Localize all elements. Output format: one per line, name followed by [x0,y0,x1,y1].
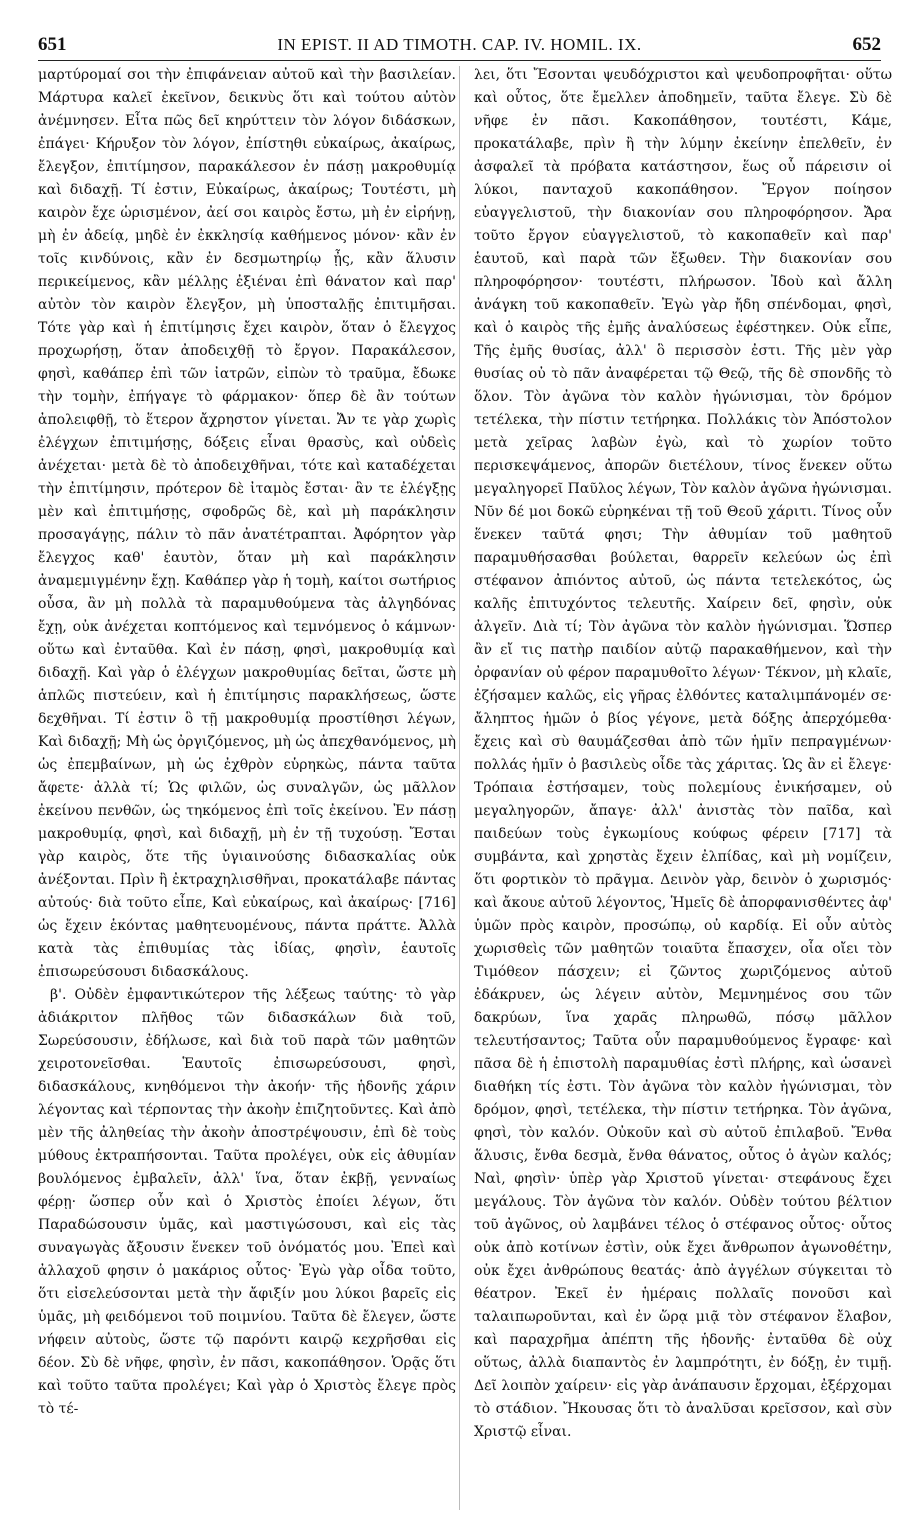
right-paragraph: λει, ὅτι Ἔσονται ψευδόχριστοι καὶ ψευδοπροφῆται· οὕτω καὶ οὗτος, ὅτε ἔμελλεν ἀποδημεῖν, ταῦτα ἔλεγε. Σὺ δὲ νῆφε ἐν πᾶσι. Κακοπάθησον, τουτέστι, Κάμε, προκατάλαβε, πρὶν ἢ τὴν λύμην ἐκείνην ἐπελθεῖν, ἐν ἀσφαλεῖ τὰ πρόβατα κατάστησον, ἕως οὗ πάρεισιν οἱ λύκοι, πανταχοῦ κακοπάθησον. Ἔργον ποίησον εὐαγγελιστοῦ, τὴν διακονίαν σου πληροφόρησον. Ἄρα τοῦτο ἔργον εὐαγγελιστοῦ, τὸ κακοπαθεῖν καὶ παρ' ἑαυτοῦ, καὶ παρὰ τῶν ἔξωθεν. Τὴν διακονίαν σου πληροφόρησον· τουτέστι, πλήρωσον. Ἰδοὺ καὶ ἄλλη ἀνάγκη τοῦ κακοπαθεῖν. Ἐγὼ γὰρ ἤδη σπένδομαι, φησὶ, καὶ ὁ καιρὸς τῆς ἐμῆς ἀναλύσεως ἐφέστηκεν. Οὐκ εἶπε, Τῆς ἐμῆς θυσίας, ἀλλ' ὃ περισσὸν ἐστι. Τῆς μὲν γὰρ θυσίας οὐ τὸ πᾶν ἀναφέρεται τῷ Θεῷ, τῆς δὲ σπονδῆς τὸ ὅλον. Τὸν ἀγῶνα τὸν καλὸν ἠγώνισμαι, τὸν δρόμον τετέλεκα, τὴν πίστιν τετήρηκα. Πολλάκις τὸν Ἀπόστολον μετὰ χεῖρας λαβὼν ἐγὼ, καὶ τὸ χωρίον τοῦτο περισκεψάμενος, ἀπορῶν διετέλουν, τίνος ἕνεκεν οὕτω μεγαληγορεῖ Παῦλος λέγων, Τὸν καλὸν ἀγῶνα ἠγώνισμαι. Νῦν δέ μοι δοκῶ εὑρηκέναι τῇ τοῦ Θεοῦ χάριτι. Τίνος οὖν ἕνεκεν ταῦτά φησι; Τὴν ἀθυμίαν τοῦ μαθητοῦ παραμυθήσασθαι βούλεται, θαρρεῖν κελεύων ὡς ἐπὶ στέφανον ἀπιόντος αὐτοῦ, ὡς πάντα τετελεκότος, ὡς καλῆς ἐπιτυχόντος τελευτῆς. Χαίρειν δεῖ, φησὶν, οὐκ ἀλγεῖν. Διὰ τί; Τὸν ἀγῶνα τὸν καλὸν ἠγώνισμαι. Ὥσπερ ἂν εἴ τις πατὴρ παιδίον αὐτῷ παρακαθήμενον, καὶ τὴν ὀρφανίαν οὐ φέρον παραμυθοῖτο λέγων· Τέκνον, μὴ κλαῖε, ἐζήσαμεν καλῶς, εἰς γῆρας ἐλθόντες καταλιμπάνομέν σε· ἄληπτος ἡμῶν ὁ βίος γέγονε, μετὰ δόξης ἀπερχόμεθα· ἔχεις καὶ σὺ θαυμάζεσθαι ἀπὸ τῶν ἡμῖν πεπραγμένων· πολλάς ἡμῖν ὁ βασιλεὺς οἶδε τὰς χάριτας. Ὡς ἂν εἰ ἔλεγε· Τρόπαια ἐστήσαμεν, τοὺς πολεμίους ἐνικήσαμεν, οὐ μεγαληγορῶν, ἄπαγε· ἀλλ' ἀνιστὰς τὸν παῖδα, καὶ παιδεύων τοὺς ἐγκωμίους κούφως φέρειν [717] τὰ συμβάντα, καὶ χρηστὰς ἔχειν ἐλπίδας, καὶ μὴ νομίζειν, ὅτι φορτικὸν τὸ πρᾶγμα. Δεινὸν γὰρ, δεινὸν ὁ χωρισμός· καὶ ἄκουε αὐτοῦ λέγοντος, Ἡμεῖς δὲ ἀπορφανισθέντες ἀφ' ὑμῶν πρὸς καιρὸν, προσώπῳ, οὐ καρδίᾳ. Εἰ οὖν αὐτὸς χωρισθεὶς τῶν μαθητῶν τοιαῦτα ἔπασχεν, οἷα οἴει τὸν Τιμόθεον πάσχειν; εἰ ζῶντος χωριζόμενος αὐτοῦ ἐδάκρυεν, ὡς λέγειν αὐτὸν, Μεμνημένος σου τῶν δακρύων, ἵνα χαρᾶς πληρωθῶ, πόσῳ μᾶλλον τελευτήσαντος; Ταῦτα οὖν παραμυθούμενος ἔγραφε· καὶ πᾶσα δὲ ἡ ἐπιστολὴ παραμυθίας ἐστὶ πλήρης, καὶ ὡσανεὶ διαθήκη τίς ἐστι. Τὸν ἀγῶνα τὸν καλὸν ἠγώνισμαι, τὸν δρόμον, φησὶ, τετέλεκα, τὴν πίστιν τετήρηκα. Τὸν ἀγῶνα, φησὶ, τὸν καλόν. Οὐκοῦν καὶ σὺ αὐτοῦ ἐπιλαβοῦ. Ἔνθα ἅλυσις, ἔνθα δεσμὰ, ἔνθα θάνατος, οὗτος ὁ ἀγὼν καλός; Ναὶ, φησὶν· ὑπὲρ γὰρ Χριστοῦ γίνεται· στεφάνους ἔχει μεγάλους. Τὸν ἀγῶνα τὸν καλόν. Οὐδὲν τούτου βέλτιον τοῦ ἀγῶνος, οὐ λαμβάνει τέλος ὁ στέφανος οὗτος· οὗτος οὐκ ἀπὸ κοτίνων ἐστὶν, οὐκ ἔχει ἄνθρωπον ἀγωνοθέτην, οὐκ ἔχει ἀνθρώπους θεατάς· ἀπὸ ἀγγέλων σύγκειται τὸ θέατρον. Ἐκεῖ ἐν ἡμέραις πολλαῖς πονοῦσι καὶ ταλαιπωροῦνται, καὶ ἐν ὥρᾳ μιᾷ τὸν στέφανον ἔλαβον, καὶ παραχρῆμα ἀπέπτη τῆς ἡδονῆς· ἐνταῦθα δὲ οὐχ οὕτως, ἀλλὰ διαπαντὸς ἐν λαμπρότητι, ἐν δόξῃ, ἐν τιμῇ. Δεῖ λοιπὸν χαίρειν· εἰς γὰρ ἀνάπαυσιν ἔρχομαι, ἐξέρχομαι τὸ στάδιον. Ἤκουσας ὅτι τὸ ἀναλῦσαι κρεῖσσον, καὶ σὺν Χριστῷ εἶναι. [474,67,892,1440]
right-column [474,64,892,1512]
header-rule [38,60,881,61]
left-page-number: 651 [38,34,67,55]
running-header [38,34,881,58]
right-page-number: 652 [852,34,881,55]
column-divider [459,66,460,1510]
left-paragraph: β'. Οὐδὲν ἐμφαντικώτερον τῆς λέξεως ταύτης· τὸ γὰρ ἀδιάκριτον πλῆθος τῶν διδασκάλων διὰ τοῦ, Σωρεύσουσιν, ἐδήλωσε, καὶ διὰ τοῦ παρὰ τῶν μαθητῶν χειροτονεῖσθαι. Ἑαυτοῖς ἐπισωρεύσουσι, φησὶ, διδασκάλους, κνηθόμενοι τὴν ἀκοήν· τῆς ἡδονῆς χάριν λέγοντας καὶ τέρποντας τὴν ἀκοὴν ἐπιζητοῦντες. Καὶ ἀπὸ μὲν τῆς ἀληθείας τὴν ἀκοὴν ἀποστρέψουσιν, ἐπὶ δὲ τοὺς μύθους ἐκτραπήσονται. Ταῦτα προλέγει, οὐκ εἰς ἀθυμίαν βουλόμενος ἐμβαλεῖν, ἀλλ' ἵνα, ὅταν ἐκβῇ, γενναίως φέρῃ· ὥσπερ οὖν καὶ ὁ Χριστὸς ἐποίει λέγων, ὅτι Παραδώσουσιν ὑμᾶς, καὶ μαστιγώσουσι, καὶ εἰς τὰς συναγωγὰς ἄξουσιν ἕνεκεν τοῦ ὀνόματός μου. Ἐπεὶ καὶ ἀλλαχοῦ φησιν ὁ μακάριος οὗτος· Ἐγὼ γὰρ οἶδα τοῦτο, ὅτι εἰσελεύσονται μετὰ τὴν ἄφιξίν μου λύκοι βαρεῖς εἰς ὑμᾶς, μὴ φειδόμενοι τοῦ ποιμνίου. Ταῦτα δὲ ἔλεγεν, ὥστε νήφειν αὐτοὺς, ὥστε τῷ παρόντι καιρῷ κεχρῆσθαι εἰς δέον. Σὺ δὲ νῆφε, φησὶν, ἐν πᾶσι, κακοπάθησον. Ὁρᾷς ὅτι καὶ τοῦτο ταῦτα προλέγει; Καὶ γὰρ ὁ Χριστὸς ἔλεγε πρὸς τὸ τέ- [38,987,456,1417]
left-column [38,64,456,1512]
running-title: IN EPIST. II AD TIMOTH. CAP. IV. HOMIL. IX. [277,35,642,54]
left-paragraph: μαρτύρομαί σοι τὴν ἐπιφάνειαν αὐτοῦ καὶ τὴν βασιλείαν. Μάρτυρα καλεῖ ἐκεῖνον, δεικνὺς ὅτι καὶ τούτου αὐτὸν ἀνέμνησεν. Εἶτα πῶς δεῖ κηρύττειν τὸν λόγον διδάσκων, ἐπάγει· Κήρυξον τὸν λόγον, ἐπίστηθι εὐκαίρως, ἀκαίρως, ἔλεγξον, ἐπιτίμησον, παρακάλεσον ἐν πάσῃ μακροθυμίᾳ καὶ διδαχῇ. Τί ἐστιν, Εὐκαίρως, ἀκαίρως; Τουτέστι, μὴ καιρὸν ἔχε ὡρισμένον, ἀεί σοι καιρὸς ἔστω, μὴ ἐν εἰρήνῃ, μὴ ἐν ἀδείᾳ, μηδὲ ἐν ἐκκλησίᾳ καθήμενος μόνον· κἂν ἐν τοῖς κινδύνοις, κἂν ἐν δεσμωτηρίῳ ᾖς, κἂν ἅλυσιν περικείμενος, κἂν μέλλῃς ἐξιέναι ἐπὶ θάνατον καὶ παρ' αὐτὸν τὸν καιρὸν ἔλεγξον, μὴ ὑποσταλῇς ἐπιτιμῆσαι. Τότε γὰρ καὶ ἡ ἐπιτίμησις ἔχει καιρὸν, ὅταν ὁ ἔλεγχος προχωρήσῃ, ὅταν ἀποδειχθῇ τὸ ἔργον. Παρακάλεσον, φησὶ, καθάπερ ἐπὶ τῶν ἰατρῶν, εἰπὼν τὸ τραῦμα, ἔδωκε τὴν τομὴν, ἐπήγαγε τὸ φάρμακον· ὅπερ δὲ ἂν τούτων ἀπολειφθῇ, τὸ ἕτερον ἄχρηστον γίνεται. Ἄν τε γὰρ χωρὶς ἐλέγχων ἐπιτιμήσῃς, δόξεις εἶναι θρασὺς, καὶ οὐδεὶς ἀνέχεται· μετὰ δὲ τὸ ἀποδειχθῆναι, τότε καὶ καταδέχεται τὴν ἐπιτίμησιν, πρότερον δὲ ἰταμὸς ἔσται· ἂν τε ἐλέγξῃς μὲν καὶ ἐπιτιμήσῃς, σφοδρῶς δὲ, καὶ μὴ παράκλησιν προσαγάγῃς, πάλιν τὸ πᾶν ἀνατέτραπται. Ἀφόρητον γὰρ ἔλεγχος καθ' ἑαυτὸν, ὅταν μὴ καὶ παράκλησιν ἀναμεμιγμένην ἔχῃ. Καθάπερ γὰρ ἡ τομὴ, καίτοι σωτήριος οὖσα, ἂν μὴ πολλὰ τὰ παραμυθούμενα τὰς ἀλγηδόνας ἔχῃ, οὐκ ἀνέχεται κοπτόμενος καὶ τεμνόμενος ὁ κάμνων· οὕτω καὶ ἐνταῦθα. Καὶ ἐν πάσῃ, φησὶ, μακροθυμίᾳ καὶ διδαχῇ. Καὶ γὰρ ὁ ἐλέγχων μακροθυμίας δεῖται, ὥστε μὴ ἁπλῶς πιστεύειν, καὶ ἡ ἐπιτίμησις παρακλήσεως, ὥστε δεχθῆναι. Τί ἐστιν ὃ τῇ μακροθυμίᾳ προστίθησι λέγων, Καὶ διδαχῇ; Μὴ ὡς ὀργιζόμενος, μὴ ὡς ἀπεχθανόμενος, μὴ ὡς ἐπεμβαίνων, μὴ ὡς ἐχθρὸν εὑρηκὼς, πάντα ταῦτα ἄφετε· ἀλλὰ τί; Ὡς φιλῶν, ὡς συναλγῶν, ὡς μᾶλλον ἐκείνου πενθῶν, ὡς τηκόμενος ἐπὶ τοῖς ἐκείνου. Ἐν πάσῃ μακροθυμίᾳ, φησὶ, καὶ διδαχῇ, μὴ ἐν τῇ τυχούσῃ. Ἔσται γὰρ καιρὸς, ὅτε τῆς ὑγιαινούσης διδασκαλίας οὐκ ἀνέξονται. Πρὶν ἢ ἐκτραχηλισθῆναι, προκατάλαβε πάντας αὐτούς· διὰ τοῦτο εἶπε, Καὶ εὐκαίρως, καὶ ἀκαίρως· [716] ὡς ἔχειν ἑκόντας μαθητευομένους, πάντα πράττε. Ἀλλὰ κατὰ τὰς ἐπιθυμίας τὰς ἰδίας, φησὶν, ἑαυτοῖς ἐπισωρεύσουσι διδασκάλους. [38,67,456,980]
